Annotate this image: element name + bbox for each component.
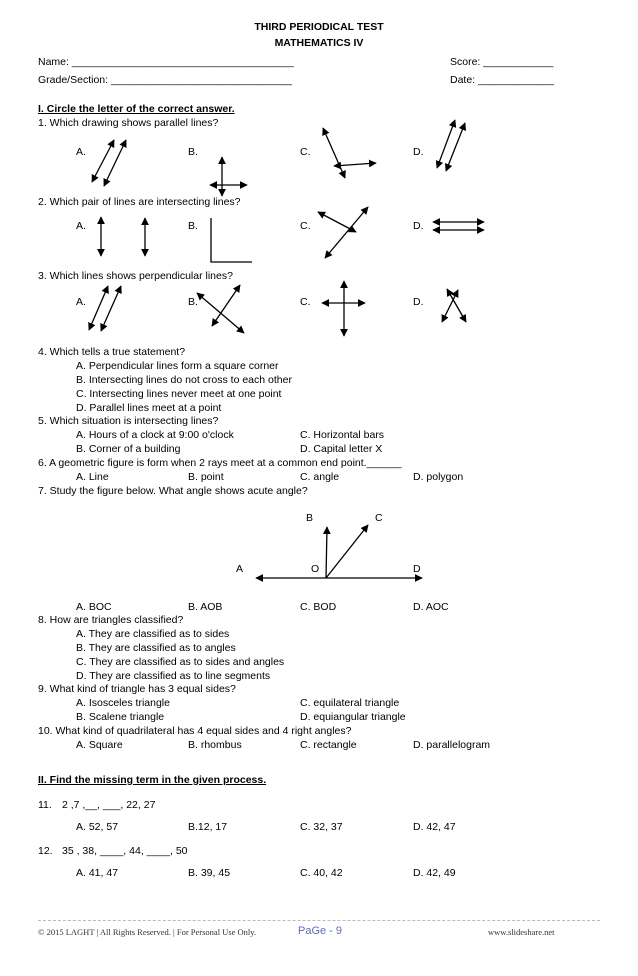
q3-option-a[interactable]: A. (76, 296, 86, 308)
footer-divider (38, 920, 600, 921)
q5-option-d[interactable]: D. Capital letter X (300, 443, 383, 455)
score-field[interactable]: Score: ____________ (450, 56, 554, 68)
name-field[interactable]: Name: ______________________________________ (38, 56, 294, 68)
q2-figure-a (101, 217, 145, 256)
q1-figure-a (92, 140, 126, 186)
q3-option-c[interactable]: C. (300, 296, 311, 308)
q9-option-a[interactable]: A. Isosceles triangle (76, 697, 170, 709)
q1-option-a[interactable]: A. (76, 146, 86, 158)
q12-option-b[interactable]: B. 39, 45 (188, 867, 231, 879)
q7-label-a: A (236, 563, 244, 575)
q1-figure-d (437, 120, 465, 171)
q6-option-a[interactable]: A. Line (76, 471, 109, 483)
q7-option-b[interactable]: B. AOB (188, 601, 223, 613)
q7-angle-figure (256, 525, 422, 578)
q3-text: 3. Which lines shows perpendicular lines? (38, 270, 233, 282)
q2-option-c[interactable]: C. (300, 220, 311, 232)
q10-option-d[interactable]: D. parallelogram (413, 739, 491, 751)
q4-option-b[interactable]: B. Intersecting lines do not cross to each other (76, 374, 292, 386)
footer-page-number: PaGe - 9 (298, 925, 343, 937)
q7-option-d[interactable]: D. AOC (413, 601, 449, 613)
q7-label-o: O (311, 563, 320, 575)
q12-number: 12. (38, 845, 53, 857)
q5-option-b[interactable]: B. Corner of a building (76, 443, 181, 455)
q2-option-a[interactable]: A. (76, 220, 86, 232)
q3-option-d[interactable]: D. (413, 296, 424, 308)
q4-text: 4. Which tells a true statement? (38, 346, 186, 358)
date-field[interactable]: Date: _____________ (450, 74, 554, 86)
q7-option-c[interactable]: C. BOD (300, 601, 337, 613)
q12-option-a[interactable]: A. 41, 47 (76, 867, 119, 879)
part2-heading: II. Find the missing term in the given process. (38, 774, 267, 786)
q12-sequence: 35 , 38, ____, 44, ____, 50 (62, 845, 188, 857)
q1-option-c[interactable]: C. (300, 146, 311, 158)
q2-option-b[interactable]: B. (188, 220, 198, 232)
part1-heading: I. Circle the letter of the correct answer. (38, 103, 235, 115)
q11-option-b[interactable]: B.12, 17 (188, 821, 228, 833)
q11-sequence: 2 ,7 ,__, ___, 22, 27 (62, 799, 156, 811)
q1-figure-b (210, 157, 247, 196)
q8-option-d[interactable]: D. They are classified as to line segments (76, 670, 271, 682)
q11-option-d[interactable]: D. 42, 47 (413, 821, 456, 833)
q4-option-c[interactable]: C. Intersecting lines never meet at one point (76, 388, 282, 400)
q2-option-d[interactable]: D. (413, 220, 424, 232)
q11-option-c[interactable]: C. 32, 37 (300, 821, 343, 833)
q10-option-c[interactable]: C. rectangle (300, 739, 357, 751)
test-title: THIRD PERIODICAL TEST (254, 21, 384, 33)
q6-option-c[interactable]: C. angle (300, 471, 340, 483)
q6-option-d[interactable]: D. polygon (413, 471, 464, 483)
q3-figure-c (322, 281, 365, 336)
q8-option-c[interactable]: C. They are classified as to sides and angles (76, 656, 285, 668)
q9-option-b[interactable]: B. Scalene triangle (76, 711, 165, 723)
q10-text: 10. What kind of quadrilateral has 4 equal sides and 4 right angles? (38, 725, 352, 737)
grade-section-field[interactable]: Grade/Section: _______________________________ (38, 74, 292, 86)
q9-text: 9. What kind of triangle has 3 equal sides? (38, 683, 236, 695)
q12-option-d[interactable]: D. 42, 49 (413, 867, 456, 879)
q4-option-a[interactable]: A. Perpendicular lines form a square corner (76, 360, 279, 372)
q6-text: 6. A geometric figure is form when 2 rays meet at a common end point.______ (38, 457, 402, 469)
q3-figure-d (442, 289, 466, 322)
q1-option-b[interactable]: B. (188, 146, 198, 158)
q1-text: 1. Which drawing shows parallel lines? (38, 117, 219, 129)
q10-option-a[interactable]: A. Square (76, 739, 123, 751)
q5-option-c[interactable]: C. Horizontal bars (300, 429, 385, 441)
test-subject: MATHEMATICS IV (274, 37, 364, 49)
q12-option-c[interactable]: C. 40, 42 (300, 867, 343, 879)
q3-option-b[interactable]: B. (188, 296, 198, 308)
q11-number: 11. (38, 799, 52, 811)
q10-option-b[interactable]: B. rhombus (188, 739, 242, 751)
q2-figure-d (433, 222, 484, 230)
q7-label-c: C (375, 512, 383, 524)
footer-copyright: © 2015 LAGHT | All Rights Reserved. | For Personal Use Only. (38, 927, 257, 937)
q1-option-d[interactable]: D. (413, 146, 424, 158)
q2-text: 2. Which pair of lines are intersecting lines? (38, 196, 241, 208)
q7-option-a[interactable]: A. BOC (76, 601, 112, 613)
q9-option-d[interactable]: D. equiangular triangle (300, 711, 406, 723)
q9-option-c[interactable]: C. equilateral triangle (300, 697, 400, 709)
q8-text: 8. How are triangles classified? (38, 614, 184, 626)
q3-figure-a (89, 286, 121, 331)
q11-option-a[interactable]: A. 52, 57 (76, 821, 119, 833)
q2-figure-b (211, 218, 252, 262)
footer-site-link[interactable]: www.slideshare.net (488, 927, 555, 937)
q8-option-a[interactable]: A. They are classified as to sides (76, 628, 230, 640)
q6-option-b[interactable]: B. point (188, 471, 224, 483)
q3-figure-b (197, 285, 244, 333)
q5-option-a[interactable]: A. Hours of a clock at 9:00 o'clock (76, 429, 234, 441)
q2-figure-c (318, 207, 368, 258)
q8-option-b[interactable]: B. They are classified as to angles (76, 642, 236, 654)
q5-text: 5. Which situation is intersecting lines? (38, 415, 219, 427)
q7-label-b: B (306, 512, 314, 524)
q4-option-d[interactable]: D. Parallel lines meet at a point (76, 402, 222, 414)
q7-text: 7. Study the figure below. What angle shows acute angle? (38, 485, 308, 497)
q7-label-d: D (413, 563, 421, 575)
q1-figure-c (323, 128, 376, 178)
